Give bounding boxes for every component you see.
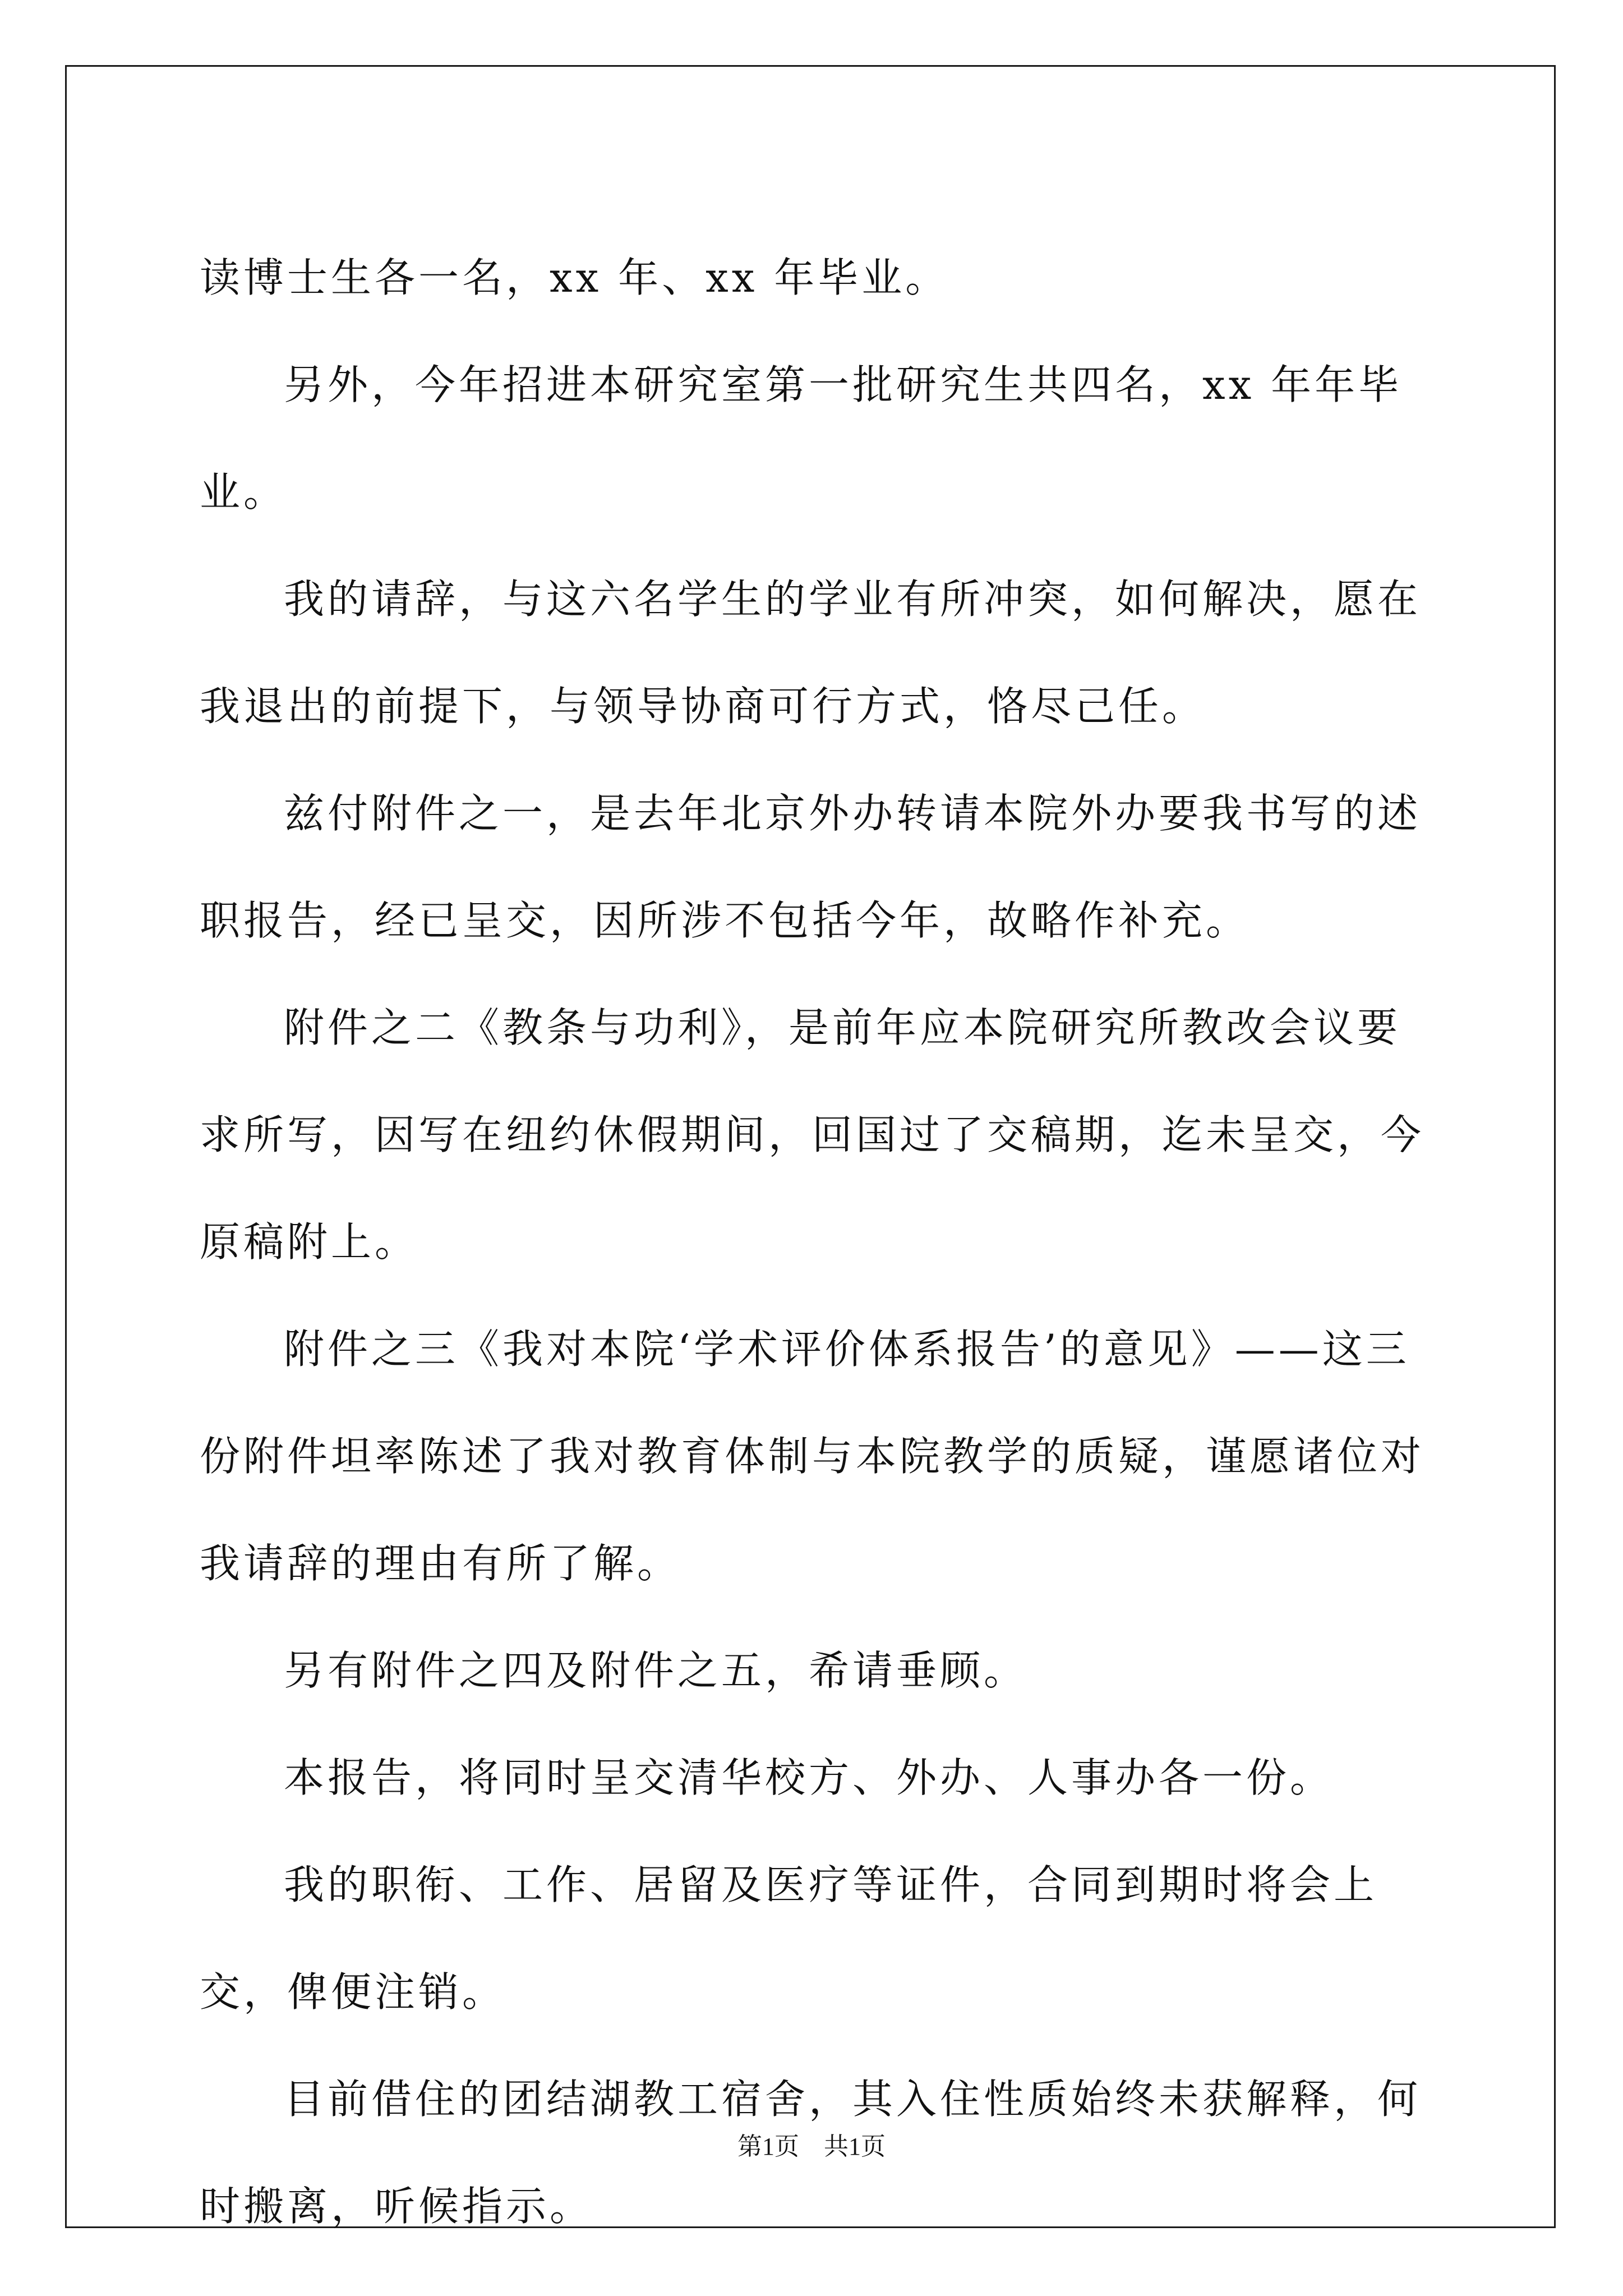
paragraph: 另有附件之四及附件之五，希请垂顾。 — [284, 1647, 1028, 1694]
page-number-total: 共1页 — [824, 2133, 886, 2160]
paragraph: 我的职衔、工作、居留及医疗等证件，合同到期时将会上交，俾便注销。 — [200, 1861, 1378, 2016]
paragraph: 附件之三《我对本院‘学术评价体系报告’的意见》——这三份附件坦率陈述了我对教育体制与本院教学的质疑，谨愿诸位对我请辞的理由有所了解。 — [200, 1326, 1425, 1587]
page-number-current: 第1页 — [737, 2133, 799, 2160]
paragraph: 兹付附件之一，是去年北京外办转请本院外办要我书写的述职报告，经已呈交，因所涉不包括今年，故略作补充。 — [200, 790, 1422, 944]
paragraph: 目前借住的团结湖教工宿舍，其入住性质始终未获解释，何时搬离，听候指示。 — [200, 2076, 1422, 2230]
paragraph: 我的请辞，与这六名学生的学业有所冲突，如何解决，愿在我退出的前提下，与领导协商可行方式，恪尽己任。 — [200, 576, 1422, 730]
paragraph: 另外，今年招进本研究室第一批研究生共四名，xx 年年毕业。 — [200, 361, 1403, 516]
paragraph: 本报告，将同时呈交清华校方、外办、人事办各一份。 — [284, 1754, 1334, 1801]
page-footer — [0, 2126, 1623, 2162]
paragraph-continuation: 读博士生各一名，xx 年、xx 年毕业。 — [200, 254, 949, 301]
paragraph: 附件之二《教条与功利》，是前年应本院研究所教改会议要求所写，因写在纽约休假期间，回国过了交稿期，迄未呈交，今原稿附上。 — [200, 1004, 1425, 1266]
document-body — [200, 224, 1432, 2260]
